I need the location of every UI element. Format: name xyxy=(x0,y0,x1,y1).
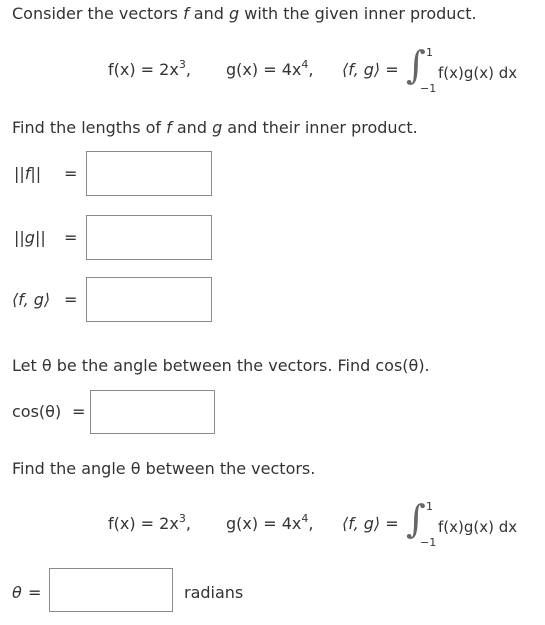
inner-product-label: ⟨f, g⟩ xyxy=(12,290,51,309)
equation-1 xyxy=(108,44,538,100)
intro-pre: Consider the vectors xyxy=(12,4,184,23)
f-definition-2: $f(x) = 2x^3$, xyxy=(108,512,191,533)
integrand-2: f(x)g(x) dx xyxy=(438,518,518,536)
angle-prompt: Let θ be the angle between the vectors. Find cos(θ). xyxy=(12,356,430,375)
find-lengths-text: Find the lengths of f and g and their inner product. xyxy=(12,118,418,137)
f-definition: $f(x) = 2x^3$, xyxy=(108,58,191,79)
g-definition: $g(x) = 4x^4$, xyxy=(226,58,314,79)
cos-label: cos(θ) xyxy=(12,402,62,421)
norm-f-input[interactable] xyxy=(86,151,212,196)
integral-upper-limit-2: 1 xyxy=(426,500,433,513)
theta-label: θ xyxy=(12,583,22,602)
intro-f: f xyxy=(183,4,189,23)
integral-sign: ∫ xyxy=(406,43,426,87)
integral-upper-limit: 1 xyxy=(426,46,433,59)
norm-g-equals: = xyxy=(64,228,78,247)
theta-equals: = xyxy=(28,583,42,602)
cos-equals: = xyxy=(72,402,86,421)
integral-lower-limit-2: −1 xyxy=(420,536,437,549)
inner-product-equals: = xyxy=(64,290,78,309)
intro-text xyxy=(12,4,477,24)
intro-g: g xyxy=(228,4,240,23)
norm-g-label: ||g|| xyxy=(14,228,46,247)
equation-2 xyxy=(108,498,538,554)
inner-product-input[interactable] xyxy=(86,277,212,322)
g-definition-2: $g(x) = 4x^4$, xyxy=(226,512,314,533)
integral-sign-2: ∫ xyxy=(406,497,426,541)
norm-f-label: ||f|| xyxy=(14,164,42,183)
theta-input[interactable] xyxy=(49,568,173,612)
integral-lower-limit: −1 xyxy=(420,82,437,95)
integrand: f(x)g(x) dx xyxy=(438,64,518,82)
radians-unit: radians xyxy=(184,583,244,602)
intro-post: with the given inner product. xyxy=(239,4,477,23)
intro-and: and xyxy=(188,4,229,23)
norm-g-input[interactable] xyxy=(86,215,212,260)
inner-product-symbol-2: ⟨f, g⟩ = xyxy=(342,514,399,533)
find-angle-text: Find the angle θ between the vectors. xyxy=(12,459,316,478)
inner-product-symbol: ⟨f, g⟩ = xyxy=(342,60,399,79)
cos-input[interactable] xyxy=(90,390,215,434)
norm-f-equals: = xyxy=(64,164,78,183)
